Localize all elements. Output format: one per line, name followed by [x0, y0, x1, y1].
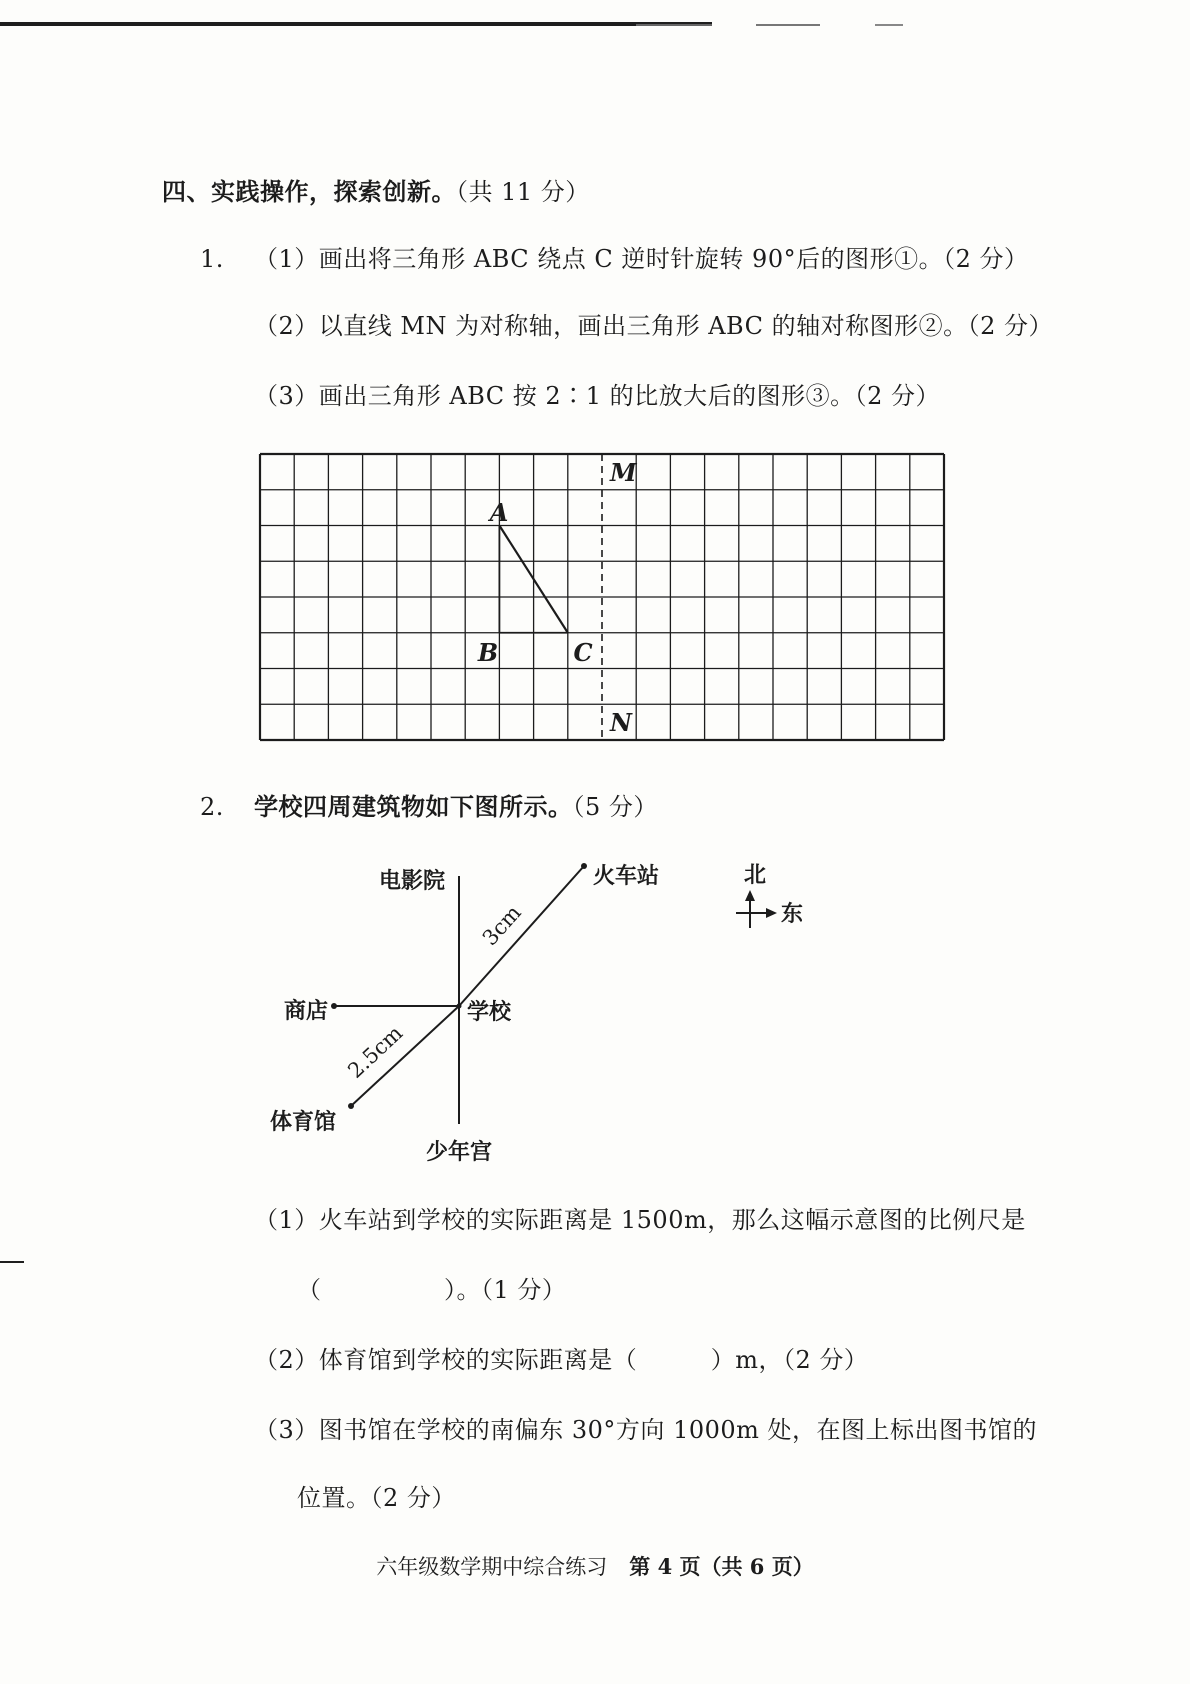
- footer-title: 六年级数学期中综合练习: [376, 1555, 608, 1579]
- gym-point: [348, 1103, 354, 1109]
- station-label: 火车站: [593, 864, 660, 889]
- section-heading: [162, 178, 590, 206]
- school-label: 学校: [467, 1000, 512, 1025]
- grid-lines: [260, 454, 944, 740]
- question-1-part-1: （1）画出将三角形 ABC 绕点 C 逆时针旋转 90°后的图形①。（2 分）: [254, 245, 1029, 273]
- label-n: N: [610, 708, 632, 737]
- question-1-part-3: （3）画出三角形 ABC 按 2∶1 的比放大后的图形③。（2 分）: [254, 382, 940, 410]
- question-2-part-1-blank: （ ）。（1 分）: [297, 1276, 567, 1304]
- school-point: [457, 1004, 462, 1009]
- station-point: [581, 863, 587, 869]
- scan-edge-dash: [636, 24, 712, 26]
- scan-edge-line: [0, 22, 712, 26]
- label-c: C: [573, 638, 593, 667]
- station-distance-label: 3cm: [477, 900, 526, 951]
- grid-content: [260, 454, 944, 740]
- question-2-part-3-continued: 位置。（2 分）: [297, 1484, 456, 1512]
- label-b: B: [477, 638, 499, 667]
- compass-north-label: 北: [743, 863, 767, 888]
- question-2-prompt: [254, 793, 658, 821]
- label-m: M: [610, 458, 637, 487]
- gym-distance-label: 2.5cm: [343, 1020, 408, 1083]
- question-2-number: 2.: [200, 793, 224, 821]
- section-points: （共 11 分）: [456, 178, 590, 206]
- scan-margin-mark: [0, 1261, 24, 1263]
- shop-label: 商店: [283, 999, 328, 1024]
- question-2-points: （5 分）: [572, 793, 658, 821]
- shop-point: [331, 1003, 337, 1009]
- question-2-part-1: （1）火车站到学校的实际距离是 1500m，那么这幅示意图的比例尺是: [254, 1206, 1026, 1234]
- compass-east-label: 东: [781, 902, 804, 927]
- scan-edge-dash: [875, 24, 903, 26]
- scan-edge-dash: [756, 24, 820, 26]
- question-1-number: 1.: [200, 245, 224, 273]
- question-2-part-2: （2）体育馆到学校的实际距离是（ ）m，（2 分）: [254, 1346, 869, 1374]
- question-2-part-3: （3）图书馆在学校的南偏东 30°方向 1000m 处，在图上标出图书馆的: [254, 1416, 1038, 1444]
- compass-north-arrow-icon: [745, 890, 755, 901]
- square-grid-figure: [258, 452, 946, 742]
- school-to-station-line: [459, 866, 584, 1006]
- school-surroundings-map: [240, 850, 840, 1180]
- question-1-part-2: （2）以直线 MN 为对称轴，画出三角形 ABC 的轴对称图形②。（2 分）: [254, 312, 1054, 340]
- footer-page-number: 第 4 页（共 6 页）: [629, 1554, 814, 1579]
- page-footer: [0, 1555, 1190, 1579]
- gym-label: 体育馆: [269, 1110, 336, 1135]
- cinema-label: 电影院: [378, 869, 445, 894]
- youth-palace-label: 少年宫: [425, 1140, 493, 1165]
- label-a: A: [489, 498, 509, 527]
- question-2-prompt-text: 学校四周建筑物如下图所示。: [254, 792, 573, 821]
- compass-east-arrow-icon: [766, 908, 777, 918]
- section-title: 四、实践操作，探索创新。: [162, 177, 456, 206]
